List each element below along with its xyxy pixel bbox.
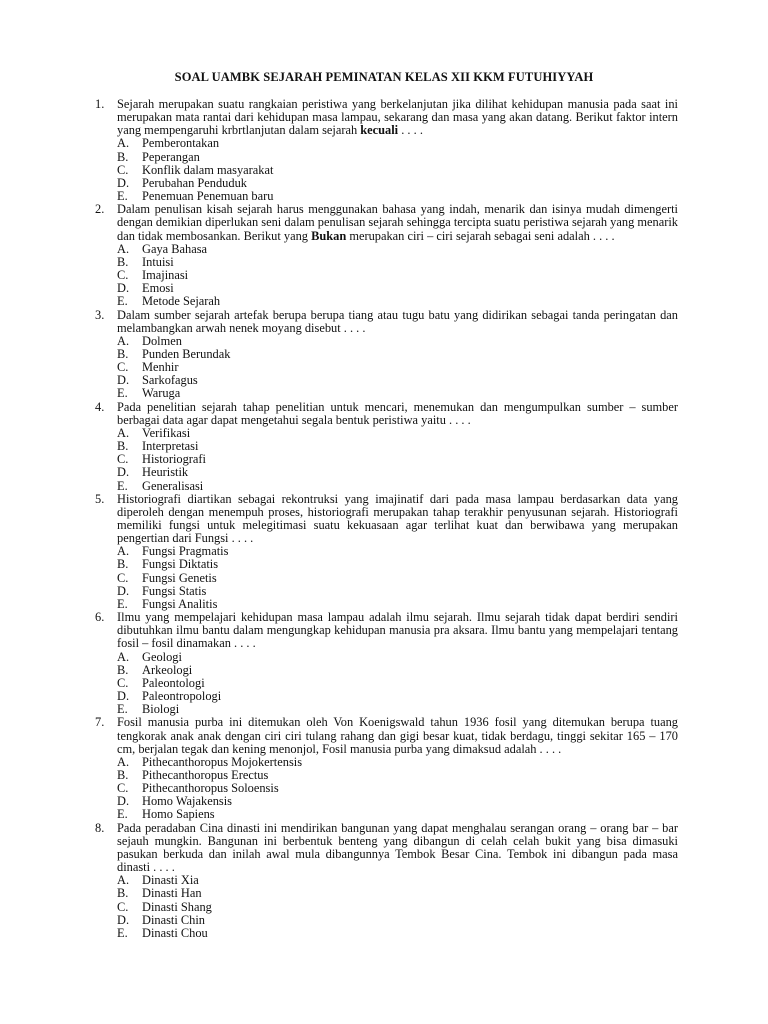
option-text: Dinasti Chou [142,925,208,940]
option-letter: C. [117,781,129,796]
option-text: Perubahan Penduduk [142,175,247,190]
question-number: 4. [95,399,105,414]
option-text: Interpretasi [142,439,199,454]
option-text: Imajinasi [142,268,189,283]
answer-option [117,453,678,466]
option-text: Pithecanthoropus Mojokertensis [142,754,303,769]
option-letter: E. [117,925,128,940]
question-item-2 [93,203,678,308]
question-item-1 [93,98,678,203]
option-letter: E. [117,386,128,401]
answer-option [117,374,678,387]
option-letter: E. [117,702,128,717]
option-letter: C. [117,360,129,375]
option-letter: C. [117,162,129,177]
option-list [117,243,678,309]
option-letter: A. [117,873,130,888]
option-letter: B. [117,254,129,269]
question-number: 6. [95,610,105,625]
option-list [117,545,678,611]
question-item-8 [93,822,678,940]
question-text-part: Sejarah merupakan suatu rangkaian peristiwa yang berkelanjutan jika dilihat kehidupan manusia pada saat ini merupakan mata rantai dari kehidupan masa lampau, sekarang dan masa yang akan datang. Berikut faktor intern yang mempengaruhi krbrtlanjutan dalam sejarah [117,97,678,138]
question-text-part: Fosil manusia purba ini ditemukan oleh Von Koenigswald tahun 1936 fosil yang ditemukan berupa tuang tengkorak anak anak dengan ciri ciri tulang rahang dan gigi besar kuat, tidak berdagu, tinggi sekitar 165 – 170 cm, berjalan tegak dan kening menonjol, Fosil manusia purba yang dimaksud adalah . . . . [117,715,678,756]
option-letter: D. [117,465,130,480]
answer-option [117,427,678,440]
question-item-5 [93,493,678,611]
option-text: Sarkofagus [142,373,198,388]
option-text: Fungsi Pragmatis [142,544,229,559]
question-text-part: Pada penelitian sejarah tahap penelitian untuk mencari, menemukan dan mengumpulkan sumber – sumber berbagai data agar dapat mengetahui segala bentuk peristiwa yaitu . . . . [117,399,678,427]
option-text: Pemberontakan [142,136,220,151]
question-item-7 [93,716,678,821]
option-text: Arkeologi [142,662,193,677]
option-letter: D. [117,175,130,190]
question-text-part: Dalam sumber sejarah artefak berupa berupa tiang atau tugu batu yang didirikan sebagai tanda peringatan dan melambangkan arwah nenek moyang disebut . . . . [117,307,678,335]
option-text: Dinasti Shang [142,899,212,914]
option-letter: C. [117,268,129,283]
option-text: Waruga [142,386,181,401]
question-emphasis: Bukan [311,228,347,243]
option-text: Paleontropologi [142,689,222,704]
option-text: Dinasti Chin [142,912,205,927]
question-text [117,98,678,137]
question-number: 3. [95,307,105,322]
question-text [117,401,678,427]
answer-option [117,137,678,150]
option-letter: B. [117,439,129,454]
question-text [117,822,678,875]
question-text [117,493,678,546]
option-text: Fungsi Diktatis [142,557,219,572]
question-text [117,203,678,242]
option-text: Peperangan [142,149,200,164]
option-text: Menhir [142,360,179,375]
option-text: Pithecanthoropus Soloensis [142,781,279,796]
question-item-3 [93,309,678,401]
question-number: 1. [95,97,105,111]
question-text-part: Historiografi diartikan sebagai rekontruksi yang imajinatif dari pada masa lampau berdasarkan data yang diperoleh dengan menempuh proses, historiografi merupakan tahap terakhir penyusunan sejarah. Historiografi memiliki fungsi untuk melegitimasi suatu kekuasaan agar terlihat kuat dan berwibawa yang merupakan pengertian dari Fungsi . . . . [117,491,678,546]
option-letter: A. [117,425,130,440]
option-text: Verifikasi [142,425,191,440]
question-text [117,716,678,755]
question-item-4 [93,401,678,493]
answer-option [117,361,678,374]
option-text: Intuisi [142,254,174,269]
question-text [117,611,678,650]
option-list [117,756,678,822]
option-text: Penemuan Penemuan baru [142,189,274,204]
option-text: Emosi [142,281,174,296]
option-text: Fungsi Analitis [142,596,218,611]
option-text: Homo Sapiens [142,807,215,822]
question-text-part: merupakan ciri – ciri sejarah sebagai seni adalah . . . . [346,228,615,243]
answer-option [117,269,678,282]
question-number: 8. [95,820,105,835]
question-text-part: Dalam penulisan kisah sejarah harus menggunakan bahasa yang indah, menarik dan isinya mudah dimengerti dengan demikian diperlukan seni dalam penulisan sejarah sehingga tercipta suatu peristiwa sejarah yang menarik dan tidak membosankan. Berikut yang [117,202,678,243]
option-letter: C. [117,899,129,914]
option-letter: A. [117,754,130,769]
option-text: Homo Wajakensis [142,794,232,809]
question-list [93,98,678,940]
option-list [117,651,678,717]
option-list [117,427,678,493]
option-letter: B. [117,886,129,901]
question-number: 2. [95,202,105,217]
option-text: Dolmen [142,333,182,348]
question-text [117,309,678,335]
option-text: Dinasti Han [142,886,202,901]
option-text: Biologi [142,702,180,717]
option-letter: A. [117,544,130,559]
option-text: Fungsi Statis [142,583,207,598]
question-text-part: Pada peradaban Cina dinasti ini mendirikan bangunan yang dapat menghalau serangan orang – orang bar – bar sejauh mungkin. Bangunan ini berbentuk benteng yang dibangun di celah celah bukit yang bisa dimasuki pasukan berkuda dan inilah awal mula dibangunnya Tembok Besar Cina. Tembok ini dibangun pada masa dinasti . . . . [117,820,678,875]
option-letter: E. [117,478,128,493]
option-letter: A. [117,649,130,664]
option-letter: C. [117,570,129,585]
option-letter: A. [117,241,130,256]
option-text: Gaya Bahasa [142,241,208,256]
option-letter: B. [117,662,129,677]
option-text: Geologi [142,649,182,664]
answer-option [117,651,678,664]
page-title: SOAL UAMBK SEJARAH PEMINATAN KELAS XII KKM FUTUHIYYAH [174,70,594,84]
option-text: Dinasti Xia [142,873,199,888]
option-letter: D. [117,281,130,296]
option-letter: C. [117,452,129,467]
answer-option [117,256,678,269]
option-list [117,874,678,940]
answer-option [117,927,678,940]
option-letter: D. [117,689,130,704]
option-letter: A. [117,136,130,151]
option-letter: E. [117,189,128,204]
option-letter: D. [117,583,130,598]
option-text: Punden Berundak [142,346,231,361]
option-text: Konflik dalam masyarakat [142,162,274,177]
question-emphasis: kecuali [360,123,399,138]
option-letter: D. [117,373,130,388]
option-letter: A. [117,333,130,348]
option-text: Fungsi Genetis [142,570,217,585]
option-letter: D. [117,912,130,927]
question-item-6 [93,611,678,716]
answer-option [117,348,678,361]
option-letter: B. [117,767,129,782]
question-text-part: Ilmu yang mempelajari kehidupan masa lampau adalah ilmu sejarah. Ilmu sejarah tidak dapat berdiri sendiri dibutuhkan ilmu bantu dalam mengungkap kehidupan manusia pra aksara. Ilmu bantu yang mempelajari tentang fosil – fosil dinamakan . . . . [117,610,678,651]
option-text: Pithecanthoropus Erectus [142,767,269,782]
option-letter: E. [117,596,128,611]
option-text: Paleontologi [142,675,205,690]
question-number: 5. [95,491,105,506]
option-letter: E. [117,294,128,309]
option-text: Metode Sejarah [142,294,221,309]
option-letter: B. [117,149,129,164]
answer-option [117,243,678,256]
option-text: Heuristik [142,465,189,480]
option-text: Generalisasi [142,478,204,493]
option-letter: C. [117,675,129,690]
option-letter: B. [117,557,129,572]
question-text-part: . . . . [398,123,423,138]
option-list [117,137,678,203]
option-list [117,335,678,401]
option-letter: D. [117,794,130,809]
option-letter: B. [117,346,129,361]
option-text: Historiografi [142,452,207,467]
answer-option [117,690,678,703]
option-letter: E. [117,807,128,822]
question-number: 7. [95,715,105,730]
